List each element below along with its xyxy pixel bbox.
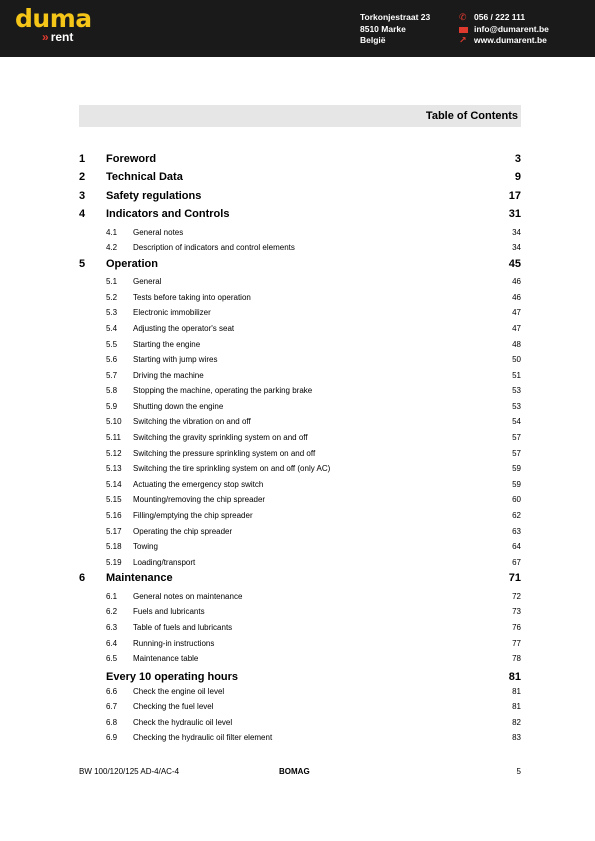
toc-page-number: 45 [508, 257, 521, 270]
toc-page-number: 17 [508, 189, 521, 202]
toc-title: Electronic immobilizer [133, 308, 211, 318]
toc-title: Every 10 operating hours [106, 670, 239, 683]
toc-number: 5 [79, 257, 86, 270]
toc-number: 2 [79, 171, 86, 184]
toc-number: 5.18 [106, 542, 122, 552]
phone-icon: ✆ [459, 12, 467, 23]
contact-phone [459, 12, 549, 24]
toc-title: Adjusting the operator's seat [133, 323, 235, 333]
toc-number: 6.1 [106, 591, 118, 601]
toc-list [79, 151, 521, 747]
toc-page-number: 60 [512, 495, 521, 505]
toc-chapter-row[interactable] [79, 570, 521, 588]
toc-section-row[interactable] [79, 352, 521, 368]
toc-chapter-row[interactable] [79, 188, 521, 206]
toc-section-row[interactable] [79, 701, 521, 716]
toc-number: 5.10 [106, 417, 122, 427]
toc-title: Maintenance table [133, 654, 199, 664]
toc-section-row[interactable] [79, 477, 521, 493]
toc-title: Actuating the emergency stop switch [133, 479, 264, 489]
toc-page-number: 57 [512, 433, 521, 443]
toc-page-number: 50 [512, 355, 521, 365]
toc-number: 4.1 [106, 227, 118, 237]
toc-number: 5.11 [106, 433, 121, 443]
toc-title: General notes [133, 227, 184, 237]
toc-page-number: 67 [512, 557, 521, 567]
toc-page-number: 48 [512, 339, 521, 349]
toc-page-number: 81 [512, 702, 521, 712]
toc-section-row[interactable] [79, 337, 521, 353]
toc-number: 1 [79, 153, 86, 165]
toc-title: Tests before taking into operation [133, 292, 251, 302]
toc-number: 6.3 [106, 623, 118, 632]
toc-page-number: 77 [512, 638, 521, 648]
toc-title: Check the hydraulic oil level [133, 717, 233, 727]
toc-title: Technical Data [106, 171, 183, 184]
toc-section-row[interactable] [79, 399, 521, 415]
toc-section-row[interactable] [79, 539, 521, 555]
toc-section-row[interactable] [79, 368, 521, 384]
address-city: 8510 Marke [360, 23, 406, 34]
toc-title: Checking the hydraulic oil filter element [133, 732, 273, 742]
toc-page-number: 59 [512, 464, 521, 474]
toc-title: Starting with jump wires [133, 355, 218, 365]
footer-page-number: 5 [516, 767, 521, 776]
toc-number: 4 [79, 208, 86, 221]
toc-section-row[interactable] [79, 446, 521, 462]
toc-title: Filling/emptying the chip spreader [133, 511, 253, 521]
toc-section-row[interactable] [79, 589, 521, 605]
toc-number: 6.5 [106, 654, 118, 664]
toc-page-number: 31 [508, 208, 521, 221]
toc-section-row[interactable] [79, 717, 521, 732]
footer-brand: BOMAG [279, 767, 310, 776]
toc-section-row[interactable] [79, 651, 521, 667]
toc-title: Switching the gravity sprinkling system on and off [133, 433, 308, 443]
toc-page-number: 63 [512, 526, 521, 536]
contact-block [459, 12, 549, 47]
toc-number: 4.2 [106, 243, 118, 253]
logo-wordmark: duma [15, 4, 92, 33]
toc-page-number: 34 [512, 243, 521, 253]
logo-sub-text: rent [50, 30, 74, 44]
toc-page-number: 62 [512, 511, 521, 521]
contact-website[interactable] [459, 35, 549, 47]
footer-document-id: BW 100/120/125 AD-4/AC-4 [79, 767, 180, 776]
toc-page-number: 53 [512, 401, 521, 411]
toc-section-row[interactable] [79, 383, 521, 399]
toc-page-number: 34 [512, 227, 521, 237]
toc-section-row[interactable] [79, 555, 521, 571]
toc-title: Fuels and lubricants [133, 607, 205, 617]
duma-rent-logo[interactable] [15, 4, 92, 44]
toc-title: Switching the vibration on and off [133, 417, 251, 427]
toc-section-row[interactable] [79, 524, 521, 540]
mail-icon [459, 27, 468, 33]
toc-title: General notes on maintenance [133, 591, 243, 601]
toc-title: Switching the pressure sprinkling system on and off [133, 448, 316, 458]
toc-title: Shutting down the engine [133, 401, 224, 411]
toc-number: 5.14 [106, 479, 122, 489]
toc-number: 5.9 [106, 401, 118, 411]
toc-section-row[interactable] [79, 321, 521, 337]
toc-number: 6.6 [106, 687, 118, 697]
toc-section-row[interactable] [79, 430, 521, 446]
toc-chapter-row[interactable] [79, 256, 521, 274]
toc-number: 6 [79, 572, 86, 585]
toc-section-row[interactable] [79, 508, 521, 524]
web-icon: ↗ [459, 35, 467, 46]
toc-title: Switching the tire sprinkling system on and off (only AC) [133, 464, 331, 474]
toc-page-number: 76 [512, 623, 521, 632]
logo-arrows: » [42, 30, 49, 44]
company-address [360, 12, 430, 47]
email-text[interactable]: info@dumarent.be [474, 23, 549, 34]
toc-title: Running-in instructions [133, 638, 215, 648]
toc-page-number: 64 [512, 542, 521, 552]
toc-title: Description of indicators and control elements [133, 243, 295, 253]
contact-email[interactable] [459, 24, 549, 36]
toc-number: 5.8 [106, 386, 118, 396]
toc-page-number: 47 [512, 308, 521, 318]
toc-number: 6.7 [106, 702, 118, 712]
toc-number: 5.1 [106, 277, 118, 287]
toc-number: 5.15 [106, 495, 122, 505]
toc-chapter-row[interactable] [79, 169, 521, 187]
toc-page-number: 54 [512, 417, 521, 427]
toc-page-number: 9 [514, 171, 521, 184]
toc-page-number: 57 [512, 448, 521, 458]
toc-section-row[interactable] [79, 290, 521, 306]
toc-section-row[interactable] [79, 732, 521, 747]
toc-page-number: 51 [512, 370, 521, 380]
toc-title: Stopping the machine, operating the parking brake [133, 386, 313, 396]
toc-section-row[interactable] [79, 492, 521, 508]
toc-page-number: 78 [512, 654, 521, 664]
toc-number: 5.3 [106, 308, 118, 318]
toc-chapter-row[interactable] [79, 151, 521, 169]
toc-title: Driving the machine [133, 370, 204, 380]
toc-number: 6.9 [106, 732, 118, 742]
toc-section-row[interactable] [79, 305, 521, 321]
toc-page-number: 3 [514, 153, 521, 165]
toc-title: Safety regulations [106, 189, 202, 202]
toc-number: 5.5 [106, 339, 118, 349]
toc-section-row[interactable] [79, 274, 521, 290]
toc-chapter-row[interactable] [79, 206, 521, 224]
toc-title: Starting the engine [133, 339, 201, 349]
toc-page-number: 83 [512, 732, 521, 742]
toc-number: 6.2 [106, 607, 118, 617]
toc-section-row[interactable] [79, 414, 521, 430]
toc-page-number: 71 [508, 572, 521, 585]
toc-number: 5.2 [106, 292, 118, 302]
toc-title: General [133, 277, 162, 287]
toc-page-number: 82 [512, 717, 521, 727]
toc-section-row[interactable] [79, 225, 521, 241]
toc-page-number: 53 [512, 386, 521, 396]
toc-page-number: 81 [508, 670, 521, 683]
toc-title: Table of Contents [425, 110, 518, 122]
toc-header-bar [79, 105, 521, 127]
toc-section-row[interactable] [79, 636, 521, 652]
toc-page-number: 59 [512, 479, 521, 489]
toc-title: Operation [106, 257, 158, 270]
toc-title: Towing [133, 542, 158, 552]
toc-section-row[interactable] [79, 604, 521, 620]
toc-title: Check the engine oil level [133, 687, 225, 697]
toc-number: 6.8 [106, 717, 118, 727]
toc-number: 5.4 [106, 323, 118, 333]
toc-number: 5.7 [106, 370, 118, 380]
website-text[interactable]: www.dumarent.be [474, 35, 547, 45]
toc-title: Maintenance [106, 572, 173, 585]
toc-title: Mounting/removing the chip spreader [133, 495, 266, 505]
toc-title: Indicators and Controls [106, 208, 230, 221]
toc-section-row[interactable] [79, 461, 521, 477]
toc-section-row[interactable] [79, 686, 521, 701]
toc-number: 5.13 [106, 464, 122, 474]
toc-title: Operating the chip spreader [133, 526, 233, 536]
toc-number: 5.19 [106, 557, 122, 567]
toc-number: 5.6 [106, 355, 118, 365]
toc-title: Foreword [106, 153, 157, 165]
toc-page-number: 72 [512, 591, 521, 601]
header-bar [0, 0, 595, 57]
toc-number: 6.4 [106, 638, 118, 648]
toc-section-row[interactable] [79, 240, 521, 256]
toc-number: 5.17 [106, 526, 122, 536]
toc-page-number: 47 [512, 323, 521, 333]
toc-subheading-row[interactable] [79, 671, 521, 686]
toc-page-number: 46 [512, 277, 521, 287]
toc-number: 5.12 [106, 448, 122, 458]
toc-page-number: 46 [512, 292, 521, 302]
phone-text: 056 / 222 111 [474, 12, 526, 22]
toc-title: Loading/transport [133, 557, 196, 567]
toc-title: Checking the fuel level [133, 702, 214, 712]
page-footer [79, 767, 521, 779]
address-country: België [360, 35, 386, 45]
toc-number: 3 [79, 189, 86, 202]
toc-title: Table of fuels and lubricants [133, 623, 233, 632]
toc-page-number: 73 [512, 607, 521, 617]
toc-section-row[interactable] [79, 620, 521, 636]
toc-page-number: 81 [512, 687, 521, 697]
toc-number: 5.16 [106, 511, 122, 521]
address-street: Torkonjestraat 23 [360, 12, 431, 22]
